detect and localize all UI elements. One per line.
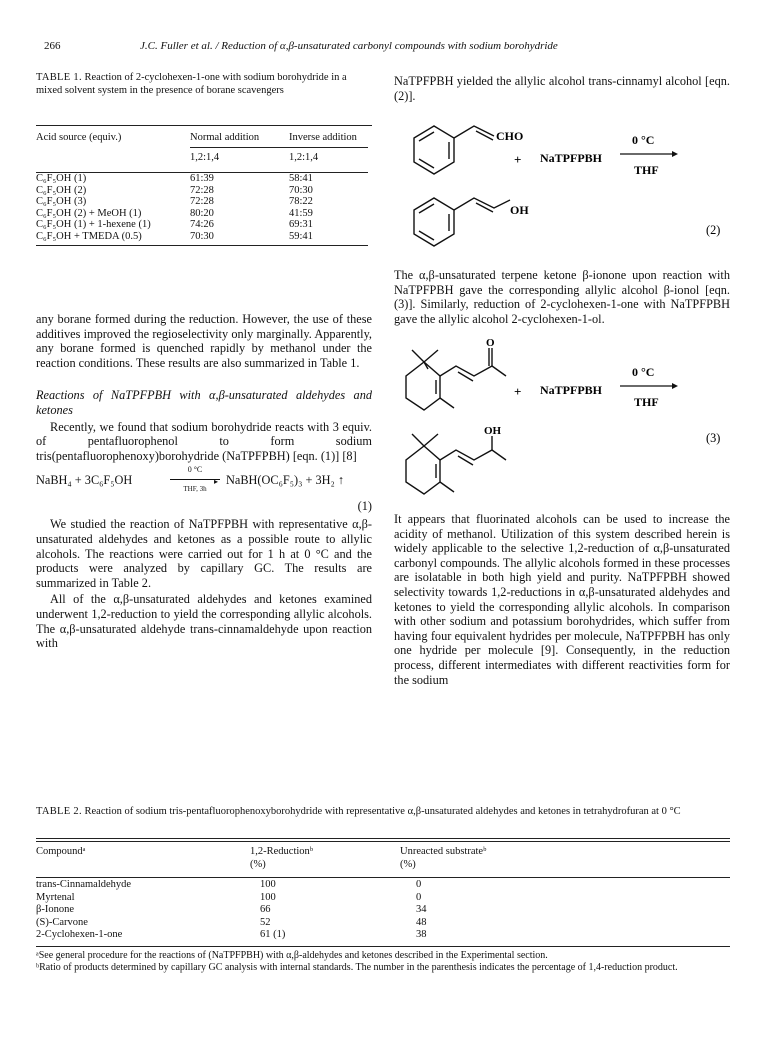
table1-cell-inverse: 41:59 xyxy=(289,207,313,219)
table2-cell-reduction: 52 xyxy=(260,916,271,928)
table2-cell-compound: β-Ionone xyxy=(36,904,74,915)
equation-1: NaBH₄ + 3C₆F₅OH 0 °C ▸ THF, 3h NaBH(OC₆F₅)₃ + 3H₂ ↑ (1) xyxy=(36,465,372,514)
page-number: 266 xyxy=(44,40,61,52)
table1-cell-normal: 72:28 xyxy=(190,184,214,196)
table2-col-compound: Compoundᵃ xyxy=(36,846,86,857)
table1-cell-normal: 80:20 xyxy=(190,207,214,219)
table2 xyxy=(36,838,730,974)
table2-row xyxy=(36,917,730,930)
table2-footnote-a: ᵃSee general procedure for the reactions of (NaTPFPBH) with α,β-aldehydes and ketones described in the Experimental section. xyxy=(36,949,548,961)
scheme2-oh: OH xyxy=(510,203,529,217)
scheme2-number: (2) xyxy=(706,223,721,237)
table2-cell-compound: trans-Cinnamaldehyde xyxy=(36,879,132,890)
eq1-left: NaBH₄ + 3C₆F₅OH xyxy=(36,473,133,488)
eq1-arrow xyxy=(170,479,220,480)
table1-cell-normal: 70:30 xyxy=(190,230,214,242)
table2-unit-unreacted: (%) xyxy=(400,858,416,870)
table1-cell-source: C₆F₅OH (2) xyxy=(36,184,87,196)
table2-cell-reduction: 100 xyxy=(260,891,276,903)
scheme3-reagent: NaTPFPBH xyxy=(540,383,602,397)
table1-caption-label: TABLE 1. xyxy=(36,72,82,83)
table2-cell-reduction: 100 xyxy=(260,879,276,890)
table1-cell-source: C₆F₅OH (3) xyxy=(36,196,87,207)
table2-row xyxy=(36,904,730,917)
table2-row xyxy=(36,879,730,892)
left-paragraph-4: All of the α,β-unsaturated aldehydes and ketones examined underwent 1,2-reduction to yield the corresponding allylic alcohols. The α,β-unsaturated aldehyde trans-cinnamaldehyde upon reaction with xyxy=(36,592,372,651)
table1-cell-inverse: 78:22 xyxy=(289,196,313,207)
table2-cell-compound: (S)-Carvone xyxy=(36,916,88,928)
left-paragraph-1: any borane formed during the reduction. However, the use of these additives improved the regioselectivity only marginally. Apparently, any borane formed is quenched rapidly by methanol under the reaction conditions. These results are also summarized in Table 1. xyxy=(36,312,372,370)
table1-col-normal: Normal addition xyxy=(190,132,260,143)
ionone-structure xyxy=(406,348,506,410)
table1-row xyxy=(36,231,372,243)
table2-cell-unreacted: 48 xyxy=(416,916,427,928)
table1-row xyxy=(36,196,372,208)
scheme3-oh: OH xyxy=(484,425,502,437)
table1-cell-source: C₆F₅OH (1) xyxy=(36,173,87,184)
table1-cell-inverse: 70:30 xyxy=(289,184,313,196)
eq1-number: (1) xyxy=(357,499,372,514)
table2-cell-unreacted: 38 xyxy=(416,929,427,940)
scheme2-cho: CHO xyxy=(496,129,524,143)
table2-col-reduction: 1,2-Reductionᵇ xyxy=(250,846,314,857)
table1-caption xyxy=(36,72,372,97)
table1-row xyxy=(36,185,372,197)
scheme3-number: (3) xyxy=(706,431,721,445)
table1-row xyxy=(36,173,372,185)
benzene-ring-1 xyxy=(414,126,494,174)
eq1-right: NaBH(OC₆F₅)₃ + 3H₂ ↑ xyxy=(226,473,345,488)
table1-sub-inverse: 1,2:1,4 xyxy=(289,151,319,163)
left-paragraph-3: We studied the reaction of NaTPFPBH with representative α,β-unsaturated aldehydes and ketones as a possible route to allylic alcohols. The reactions were carried out for 1 h at 0 °C and the products were analyzed by capillary GC. The results are summarized in Table 2. xyxy=(36,517,372,590)
scheme3-plus: + xyxy=(514,384,522,399)
table2-cell-reduction: 61 (1) xyxy=(260,929,286,940)
scheme3-solvent: THF xyxy=(634,395,659,409)
table1-sub-normal: 1,2:1,4 xyxy=(190,151,220,163)
table1-cell-normal: 72:28 xyxy=(190,196,214,207)
table1-row xyxy=(36,219,372,231)
table2-cell-unreacted: 34 xyxy=(416,904,427,915)
scheme2-solvent: THF xyxy=(634,163,659,177)
table2-col-unreacted: Unreacted substrateᵇ xyxy=(400,846,487,857)
eq1-above: 0 °C xyxy=(187,465,203,475)
table2-cell-compound: 2-Cyclohexen-1-one xyxy=(36,929,123,940)
table1-cell-normal: 74:26 xyxy=(190,219,214,230)
table1-caption-text: Reaction of 2-cyclohexen-1-one with sodium borohydride in a mixed solvent system in the presence of borane scavengers xyxy=(36,72,347,96)
scheme2-temp: 0 °C xyxy=(632,133,655,147)
table1-cell-inverse: 59:41 xyxy=(289,230,313,242)
table1-cell-source: C₆F₅OH (1) + 1-hexene (1) xyxy=(36,219,151,230)
scheme3-temp: 0 °C xyxy=(632,365,655,379)
ionol-structure xyxy=(406,434,506,494)
table2-cell-compound: Myrtenal xyxy=(36,891,75,903)
table2-caption-text: Reaction of sodium tris-pentafluorophenoxyborohydride with representative α,β-unsaturated aldehydes and ketones in tetrahydrofuran at 0 °C xyxy=(84,806,681,817)
left-paragraph-2: Recently, we found that sodium borohydride reacts with 3 equiv. of pentafluorophenol to form sodium tris(pentafluorophenoxy)borohydride (NaTPFPBH) [eqn. (1)] [8] xyxy=(36,419,372,463)
table1 xyxy=(36,125,372,246)
table1-cell-inverse: 58:41 xyxy=(289,173,313,184)
table1-col-source: Acid source (equiv.) xyxy=(36,132,122,143)
table2-cell-reduction: 66 xyxy=(260,904,271,915)
table1-cell-source: C₆F₅OH + TMEDA (0.5) xyxy=(36,230,142,242)
scheme3-o: O xyxy=(486,337,495,349)
scheme-2 xyxy=(394,118,730,268)
right-paragraph-3: It appears that fluorinated alcohols can be used to increase the acidity of methanol. Utilization of this system described herein is widely applicable to the selective 1,2-reduction of α,β-unsaturated carbonyl compounds. The allylic alcohols formed in these processes are isolatable in both high yield and purity. NaTPFPBH showed selectivity towards 1,2-reductions in α,β-unsaturated aldehydes and ketones to yield the corresponding allylic alcohols. In comparison with other sodium and potassium borohydrides, which suffer from having four equivalent hydrides per molecule, NaTPFPBH has only one hydride per molecule [9]. Consequently, in the reduction process, different intermediates with different reactivities form for the sodium xyxy=(394,512,730,687)
table2-cell-unreacted: 0 xyxy=(416,891,422,903)
scheme2-reagent: NaTPFPBH xyxy=(540,151,602,165)
left-text-block xyxy=(36,312,372,653)
scheme2-plus: + xyxy=(514,152,522,167)
table2-caption-label: TABLE 2. xyxy=(36,806,82,817)
table1-cell-inverse: 69:31 xyxy=(289,219,313,230)
eq1-below: THF, 3h xyxy=(183,485,207,494)
scheme-3 xyxy=(394,336,730,496)
right-paragraph-2: The α,β-unsaturated terpene ketone β-ionone upon reaction with NaTPFPBH gave the corresponding allylic alcohol β-ionol [eqn. (3)]. Similarly, reduction of 2-cyclohexen-1-one with NaTPFPBH gave the allylic alcohol 2-cyclohexen-1-ol. xyxy=(394,268,730,326)
table1-col-inverse: Inverse addition xyxy=(289,132,357,143)
table1-row xyxy=(36,208,372,220)
table2-footnote-b: ᵇRatio of products determined by capillary GC analysis with internal standards. The number in the parenthesis indicates the percentage of 1,4-reduction product. xyxy=(36,961,678,973)
table2-row xyxy=(36,929,730,942)
table2-row xyxy=(36,892,730,905)
right-paragraph-1: NaTPFPBH yielded the allylic alcohol trans-cinnamyl alcohol [eqn. (2)]. xyxy=(394,74,730,103)
table2-cell-unreacted: 0 xyxy=(416,879,422,890)
benzene-ring-2 xyxy=(414,198,510,246)
running-title: J.C. Fuller et al. / Reduction of α,β-unsaturated carbonyl compounds with sodium borohydride xyxy=(140,40,558,52)
table1-cell-normal: 61:39 xyxy=(190,173,214,184)
table1-cell-source: C₆F₅OH (2) + MeOH (1) xyxy=(36,207,142,219)
section-heading: Reactions of NaTPFPBH with α,β-unsaturated aldehydes and ketones xyxy=(36,388,372,417)
table2-caption xyxy=(36,806,730,819)
table2-unit-reduction: (%) xyxy=(250,858,266,870)
